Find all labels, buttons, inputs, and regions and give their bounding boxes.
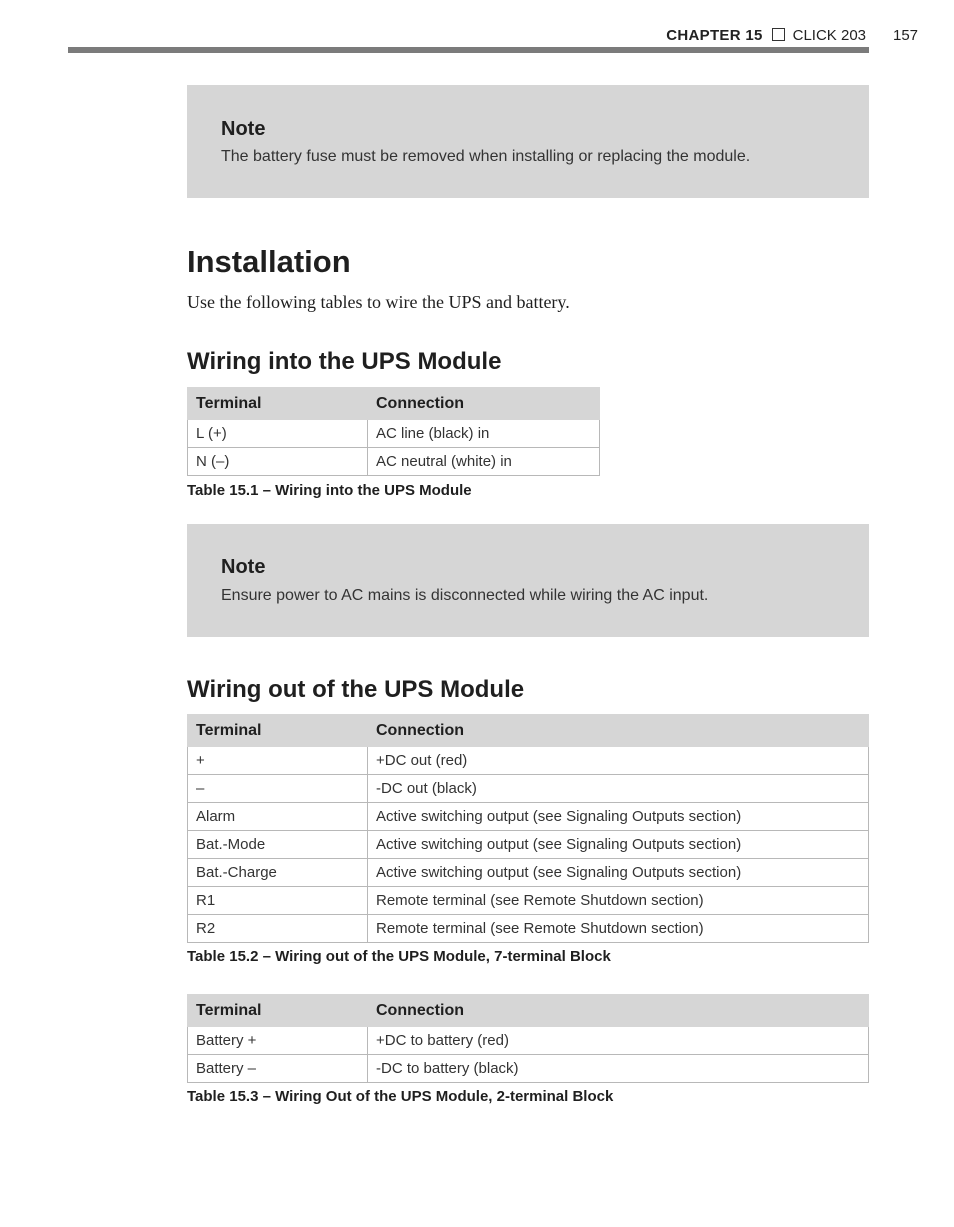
note-box-fuse [187, 85, 869, 198]
terminal-cell: Bat.-Charge [188, 859, 368, 887]
table-row [188, 775, 869, 803]
separator-box-icon [772, 28, 785, 41]
table-row [188, 915, 869, 943]
terminal-cell: Alarm [188, 803, 368, 831]
note-title: Note [221, 556, 266, 578]
connection-cell: +DC to battery (red) [368, 1027, 869, 1055]
table-caption: Table 15.1 – Wiring into the UPS Module [187, 482, 472, 499]
terminal-cell: N (–) [188, 448, 368, 476]
table-caption: Table 15.2 – Wiring out of the UPS Module, 7-terminal Block [187, 948, 611, 965]
note-body: Ensure power to AC mains is disconnected while wiring the AC input. [221, 587, 709, 604]
terminal-cell: L (+) [188, 420, 368, 448]
connection-cell: +DC out (red) [368, 747, 869, 775]
table-header-row [188, 388, 600, 420]
note-box-ac-mains [187, 524, 869, 637]
column-header-terminal: Terminal [188, 388, 368, 420]
connection-cell: -DC to battery (black) [368, 1055, 869, 1083]
connection-cell: Active switching output (see Signaling Outputs section) [368, 859, 869, 887]
terminal-cell: Battery + [188, 1027, 368, 1055]
running-header [666, 26, 866, 46]
table-row [188, 803, 869, 831]
table-row [188, 747, 869, 775]
wiring-out-table [187, 714, 869, 943]
terminal-cell: R1 [188, 887, 368, 915]
wiring-in-heading: Wiring into the UPS Module [187, 348, 502, 375]
wiring-out-heading: Wiring out of the UPS Module [187, 676, 525, 703]
connection-cell: Active switching output (see Signaling Outputs section) [368, 803, 869, 831]
column-header-terminal: Terminal [188, 995, 368, 1027]
column-header-terminal: Terminal [188, 715, 368, 747]
table-header-row [188, 715, 869, 747]
section-label: CLICK 203 [792, 27, 866, 44]
terminal-cell: Battery – [188, 1055, 368, 1083]
terminal-cell: Bat.-Mode [188, 831, 368, 859]
table-row [188, 887, 869, 915]
table-caption: Table 15.3 – Wiring Out of the UPS Module, 2-terminal Block [187, 1088, 614, 1105]
terminal-cell: R2 [188, 915, 368, 943]
intro-paragraph: Use the following tables to wire the UPS and battery. [187, 292, 570, 312]
connection-cell: Remote terminal (see Remote Shutdown section) [368, 887, 869, 915]
column-header-connection: Connection [368, 995, 869, 1027]
header-divider [68, 47, 869, 53]
connection-cell: Remote terminal (see Remote Shutdown section) [368, 915, 869, 943]
wiring-in-table [187, 387, 600, 476]
table-row [188, 420, 600, 448]
connection-cell: AC neutral (white) in [368, 448, 600, 476]
chapter-label: CHAPTER 15 [666, 27, 763, 44]
page-title: Installation [187, 244, 351, 279]
column-header-connection: Connection [368, 388, 600, 420]
table-row [188, 831, 869, 859]
terminal-cell: – [188, 775, 368, 803]
table-row [188, 1027, 869, 1055]
terminal-cell: + [188, 747, 368, 775]
table-row [188, 859, 869, 887]
table-row [188, 448, 600, 476]
connection-cell: Active switching output (see Signaling Outputs section) [368, 831, 869, 859]
connection-cell: AC line (black) in [368, 420, 600, 448]
table-header-row [188, 995, 869, 1027]
note-body: The battery fuse must be removed when installing or replacing the module. [221, 148, 751, 165]
battery-table [187, 994, 869, 1083]
table-row [188, 1055, 869, 1083]
page-number: 157 [893, 27, 919, 44]
note-title: Note [221, 118, 266, 140]
connection-cell: -DC out (black) [368, 775, 869, 803]
column-header-connection: Connection [368, 715, 869, 747]
